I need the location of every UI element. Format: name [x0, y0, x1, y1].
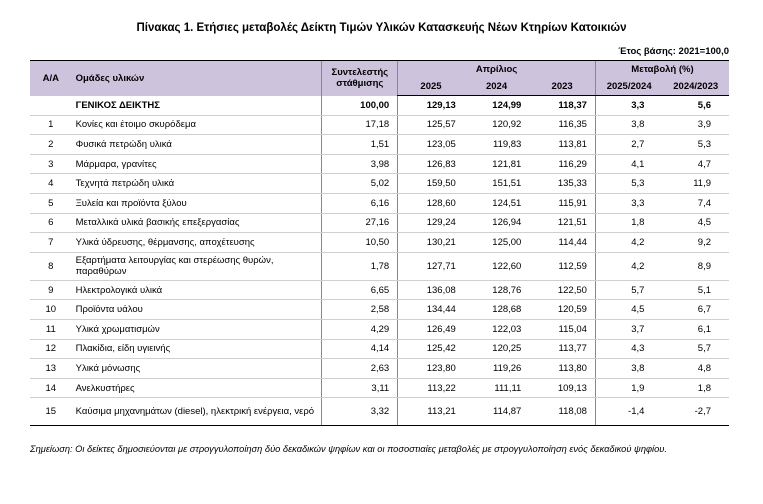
row-change-2024-2023: 4,5 — [662, 213, 729, 233]
row-weight: 3,11 — [322, 378, 398, 398]
row-aa: 15 — [30, 398, 72, 426]
row-change-2025-2024: 4,2 — [595, 233, 662, 253]
row-value-2023: 116,35 — [529, 115, 595, 135]
row-group-name: Κονίες και έτοιμο σκυρόδεμα — [72, 115, 322, 135]
row-aa: 2 — [30, 135, 72, 155]
footnote: Σημείωση: Οι δείκτες δημοσιεύονται με στρογγυλοποίηση δύο δεκαδικών ψηφίων και οι ποσοστιαίες μεταβολές με στρογγυλοποίηση ενός δεκαδικού ψηφίου. — [30, 444, 667, 454]
header-aa: Α/Α — [30, 61, 72, 96]
table-row — [30, 398, 729, 426]
row-value-2024: 121,81 — [464, 154, 530, 174]
row-aa: 14 — [30, 378, 72, 398]
header-group: Ομάδες υλικών — [72, 61, 322, 96]
row-weight: 6,16 — [322, 193, 398, 213]
row-value-2025: 129,24 — [398, 213, 464, 233]
table-row — [30, 319, 729, 339]
row-weight: 3,32 — [322, 398, 398, 426]
row-change-2024-2023: 11,9 — [662, 174, 729, 194]
table-row — [30, 154, 729, 174]
row-change-2025-2024: 1,9 — [595, 378, 662, 398]
row-value-2023: 109,13 — [529, 378, 595, 398]
table-row — [30, 280, 729, 300]
row-weight: 1,78 — [322, 252, 398, 280]
row-value-2023: 113,80 — [529, 359, 595, 379]
table-title: Πίνακας 1. Ετήσιες μεταβολές Δείκτη Τιμών Υλικών Κατασκευής Νέων Κτηρίων Κατοικιών — [136, 22, 627, 34]
row-group-name: Μεταλλικά υλικά βασικής επεξεργασίας — [72, 213, 322, 233]
header-weight-line1: Συντελεστής — [331, 67, 389, 79]
table-row — [30, 193, 729, 213]
row-group-name: Ανελκυστήρες — [72, 378, 322, 398]
row-group-name: Εξαρτήματα λειτουργίας και στερέωσης θυρών, παραθύρων — [72, 252, 322, 280]
row-value-2025: 129,13 — [398, 96, 464, 116]
row-change-2025-2024: 4,1 — [595, 154, 662, 174]
table-row — [30, 135, 729, 155]
row-aa: 13 — [30, 359, 72, 379]
row-value-2025: 130,21 — [398, 233, 464, 253]
row-change-2025-2024: 3,8 — [595, 115, 662, 135]
row-value-2025: 123,80 — [398, 359, 464, 379]
header-weight-line2: στάθμισης — [336, 78, 384, 90]
row-change-2025-2024: 5,3 — [595, 174, 662, 194]
row-value-2023: 113,81 — [529, 135, 595, 155]
row-weight: 17,18 — [322, 115, 398, 135]
row-weight: 2,58 — [322, 300, 398, 320]
row-aa: 6 — [30, 213, 72, 233]
row-value-2025: 134,44 — [398, 300, 464, 320]
row-value-2024: 126,94 — [464, 213, 530, 233]
row-value-2025: 125,42 — [398, 339, 464, 359]
row-aa — [30, 96, 72, 116]
table-row — [30, 359, 729, 379]
row-group-name: Πλακίδια, είδη υγιεινής — [72, 339, 322, 359]
row-aa: 10 — [30, 300, 72, 320]
row-change-2025-2024: -1,4 — [595, 398, 662, 426]
row-weight: 4,14 — [322, 339, 398, 359]
row-group-name: Καύσιμα μηχανημάτων (diesel), ηλεκτρική ενέργεια, νερό — [72, 398, 322, 426]
table-row — [30, 174, 729, 194]
table-row — [30, 300, 729, 320]
header-year-2023: 2023 — [529, 78, 595, 96]
row-value-2025: 113,21 — [398, 398, 464, 426]
row-aa: 11 — [30, 319, 72, 339]
row-aa: 1 — [30, 115, 72, 135]
row-value-2025: 127,71 — [398, 252, 464, 280]
row-aa: 5 — [30, 193, 72, 213]
row-value-2024: 119,83 — [464, 135, 530, 155]
total-row — [30, 96, 729, 116]
row-value-2025: 113,22 — [398, 378, 464, 398]
row-change-2025-2024: 4,2 — [595, 252, 662, 280]
header-change-2025-2024: 2025/2024 — [595, 78, 662, 96]
row-change-2024-2023: 4,7 — [662, 154, 729, 174]
row-change-2025-2024: 3,8 — [595, 359, 662, 379]
header-year-2024: 2024 — [464, 78, 530, 96]
row-value-2025: 128,60 — [398, 193, 464, 213]
row-value-2023: 122,50 — [529, 280, 595, 300]
row-change-2025-2024: 4,5 — [595, 300, 662, 320]
row-change-2024-2023: -2,7 — [662, 398, 729, 426]
price-index-table — [30, 60, 729, 426]
row-change-2025-2024: 2,7 — [595, 135, 662, 155]
row-aa: 4 — [30, 174, 72, 194]
row-value-2024: 151,51 — [464, 174, 530, 194]
header-weight — [322, 61, 398, 96]
row-value-2024: 128,68 — [464, 300, 530, 320]
row-change-2024-2023: 9,2 — [662, 233, 729, 253]
row-value-2024: 125,00 — [464, 233, 530, 253]
row-weight: 1,51 — [322, 135, 398, 155]
row-value-2024: 122,03 — [464, 319, 530, 339]
row-change-2024-2023: 5,6 — [662, 96, 729, 116]
row-value-2023: 120,59 — [529, 300, 595, 320]
row-weight: 2,63 — [322, 359, 398, 379]
row-change-2025-2024: 1,8 — [595, 213, 662, 233]
row-weight: 27,16 — [322, 213, 398, 233]
row-weight: 10,50 — [322, 233, 398, 253]
row-value-2025: 126,83 — [398, 154, 464, 174]
row-change-2024-2023: 6,1 — [662, 319, 729, 339]
table-row — [30, 233, 729, 253]
row-value-2024: 122,60 — [464, 252, 530, 280]
row-change-2024-2023: 8,9 — [662, 252, 729, 280]
row-value-2024: 119,26 — [464, 359, 530, 379]
row-value-2024: 111,11 — [464, 378, 530, 398]
row-change-2025-2024: 3,7 — [595, 319, 662, 339]
row-group-name: Ηλεκτρολογικά υλικά — [72, 280, 322, 300]
row-value-2025: 126,49 — [398, 319, 464, 339]
row-group-name: Φυσικά πετρώδη υλικά — [72, 135, 322, 155]
row-value-2023: 118,08 — [529, 398, 595, 426]
header-change-2024-2023: 2024/2023 — [662, 78, 729, 96]
row-aa: 8 — [30, 252, 72, 280]
row-aa: 7 — [30, 233, 72, 253]
row-value-2024: 124,99 — [464, 96, 530, 116]
row-change-2024-2023: 5,1 — [662, 280, 729, 300]
table-row — [30, 378, 729, 398]
row-change-2024-2023: 6,7 — [662, 300, 729, 320]
row-change-2025-2024: 5,7 — [595, 280, 662, 300]
row-value-2024: 120,25 — [464, 339, 530, 359]
row-value-2023: 118,37 — [529, 96, 595, 116]
row-change-2024-2023: 5,3 — [662, 135, 729, 155]
row-value-2024: 128,76 — [464, 280, 530, 300]
row-value-2023: 135,33 — [529, 174, 595, 194]
row-group-name: Τεχνητά πετρώδη υλικά — [72, 174, 322, 194]
header-change: Μεταβολή (%) — [595, 61, 729, 79]
row-weight: 6,65 — [322, 280, 398, 300]
row-change-2024-2023: 7,4 — [662, 193, 729, 213]
base-year-label: Έτος βάσης: 2021=100,0 — [618, 46, 729, 57]
row-value-2025: 159,50 — [398, 174, 464, 194]
row-value-2024: 120,92 — [464, 115, 530, 135]
row-aa: 9 — [30, 280, 72, 300]
row-value-2023: 113,77 — [529, 339, 595, 359]
row-change-2024-2023: 4,8 — [662, 359, 729, 379]
row-change-2025-2024: 3,3 — [595, 193, 662, 213]
row-value-2023: 116,29 — [529, 154, 595, 174]
table-row — [30, 252, 729, 280]
row-group-name: Μάρμαρα, γρανίτες — [72, 154, 322, 174]
row-weight: 4,29 — [322, 319, 398, 339]
row-value-2025: 125,57 — [398, 115, 464, 135]
row-change-2024-2023: 1,8 — [662, 378, 729, 398]
row-value-2023: 121,51 — [529, 213, 595, 233]
header-year-2025: 2025 — [398, 78, 464, 96]
row-group-name: Ξυλεία και προϊόντα ξύλου — [72, 193, 322, 213]
row-weight: 3,98 — [322, 154, 398, 174]
row-group-name: ΓΕΝΙΚΟΣ ΔΕΙΚΤΗΣ — [72, 96, 322, 116]
table-row — [30, 339, 729, 359]
header-april: Απρίλιος — [398, 61, 596, 79]
row-change-2025-2024: 4,3 — [595, 339, 662, 359]
row-change-2025-2024: 3,3 — [595, 96, 662, 116]
row-value-2025: 136,08 — [398, 280, 464, 300]
row-aa: 12 — [30, 339, 72, 359]
row-group-name: Υλικά χρωματισμών — [72, 319, 322, 339]
row-weight: 100,00 — [322, 96, 398, 116]
table-row — [30, 213, 729, 233]
row-value-2023: 115,91 — [529, 193, 595, 213]
row-value-2024: 124,51 — [464, 193, 530, 213]
row-aa: 3 — [30, 154, 72, 174]
row-weight: 5,02 — [322, 174, 398, 194]
row-change-2024-2023: 3,9 — [662, 115, 729, 135]
row-change-2024-2023: 5,7 — [662, 339, 729, 359]
row-group-name: Υλικά ύδρευσης, θέρμανσης, αποχέτευσης — [72, 233, 322, 253]
row-group-name: Υλικά μόνωσης — [72, 359, 322, 379]
row-group-name: Προϊόντα υάλου — [72, 300, 322, 320]
row-value-2023: 112,59 — [529, 252, 595, 280]
row-value-2024: 114,87 — [464, 398, 530, 426]
row-value-2025: 123,05 — [398, 135, 464, 155]
table-row — [30, 115, 729, 135]
row-value-2023: 115,04 — [529, 319, 595, 339]
row-value-2023: 114,44 — [529, 233, 595, 253]
